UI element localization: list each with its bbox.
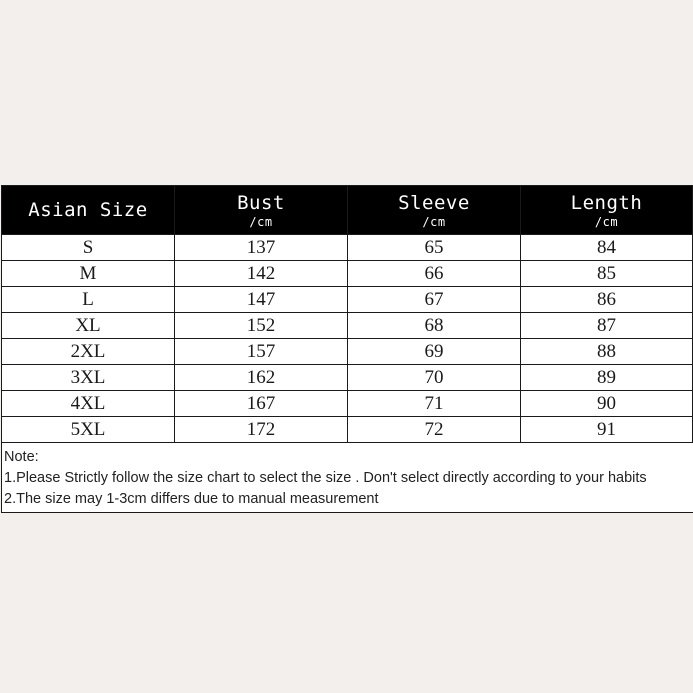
cell-length: 90 (521, 391, 693, 417)
cell-size: XL (2, 313, 175, 339)
table-row (2, 391, 693, 417)
header-label: Bust (237, 191, 285, 214)
cell-length: 88 (521, 339, 693, 365)
cell-sleeve: 72 (348, 417, 521, 443)
cell-size: 5XL (2, 417, 175, 443)
cell-size: M (2, 261, 175, 287)
cell-length: 89 (521, 365, 693, 391)
cell-bust: 167 (175, 391, 348, 417)
header-unit: /cm (249, 214, 273, 229)
table-row (2, 287, 693, 313)
cell-sleeve: 67 (348, 287, 521, 313)
header-label: Sleeve (398, 191, 470, 214)
size-chart (1, 185, 692, 513)
table-row (2, 261, 693, 287)
table-row (2, 365, 693, 391)
header-unit: /cm (422, 214, 446, 229)
note-line: 1.Please Strictly follow the size chart to select the size . Don't select directly according to your habits (4, 470, 647, 486)
table-row (2, 235, 693, 261)
cell-bust: 137 (175, 235, 348, 261)
header-unit: /cm (594, 214, 619, 229)
cell-bust: 162 (175, 365, 348, 391)
header-length (521, 186, 693, 235)
header-asian-size (2, 186, 175, 235)
cell-bust: 142 (175, 261, 348, 287)
cell-sleeve: 71 (348, 391, 521, 417)
table-header-row (2, 186, 693, 235)
cell-bust: 147 (175, 287, 348, 313)
header-bust (175, 186, 348, 235)
cell-size: 2XL (2, 339, 175, 365)
cell-bust: 152 (175, 313, 348, 339)
header-label: Length (570, 191, 643, 214)
cell-length: 86 (521, 287, 693, 313)
notes-title: Note: (4, 449, 39, 465)
note-line: 2.The size may 1-3cm differs due to manual measurement (4, 491, 379, 507)
cell-length: 91 (521, 417, 693, 443)
header-sleeve (348, 186, 521, 235)
cell-sleeve: 68 (348, 313, 521, 339)
cell-sleeve: 66 (348, 261, 521, 287)
cell-bust: 172 (175, 417, 348, 443)
header-label: Asian Size (28, 199, 148, 221)
table-row (2, 417, 693, 443)
cell-length: 85 (521, 261, 693, 287)
cell-sleeve: 65 (348, 235, 521, 261)
table-row (2, 313, 693, 339)
cell-size: 3XL (2, 365, 175, 391)
table-row (2, 339, 693, 365)
cell-length: 87 (521, 313, 693, 339)
size-table (1, 185, 693, 443)
cell-sleeve: 70 (348, 365, 521, 391)
cell-size: L (2, 287, 175, 313)
cell-length: 84 (521, 235, 693, 261)
size-notes (1, 443, 693, 513)
cell-bust: 157 (175, 339, 348, 365)
cell-size: S (2, 235, 175, 261)
cell-size: 4XL (2, 391, 175, 417)
cell-sleeve: 69 (348, 339, 521, 365)
